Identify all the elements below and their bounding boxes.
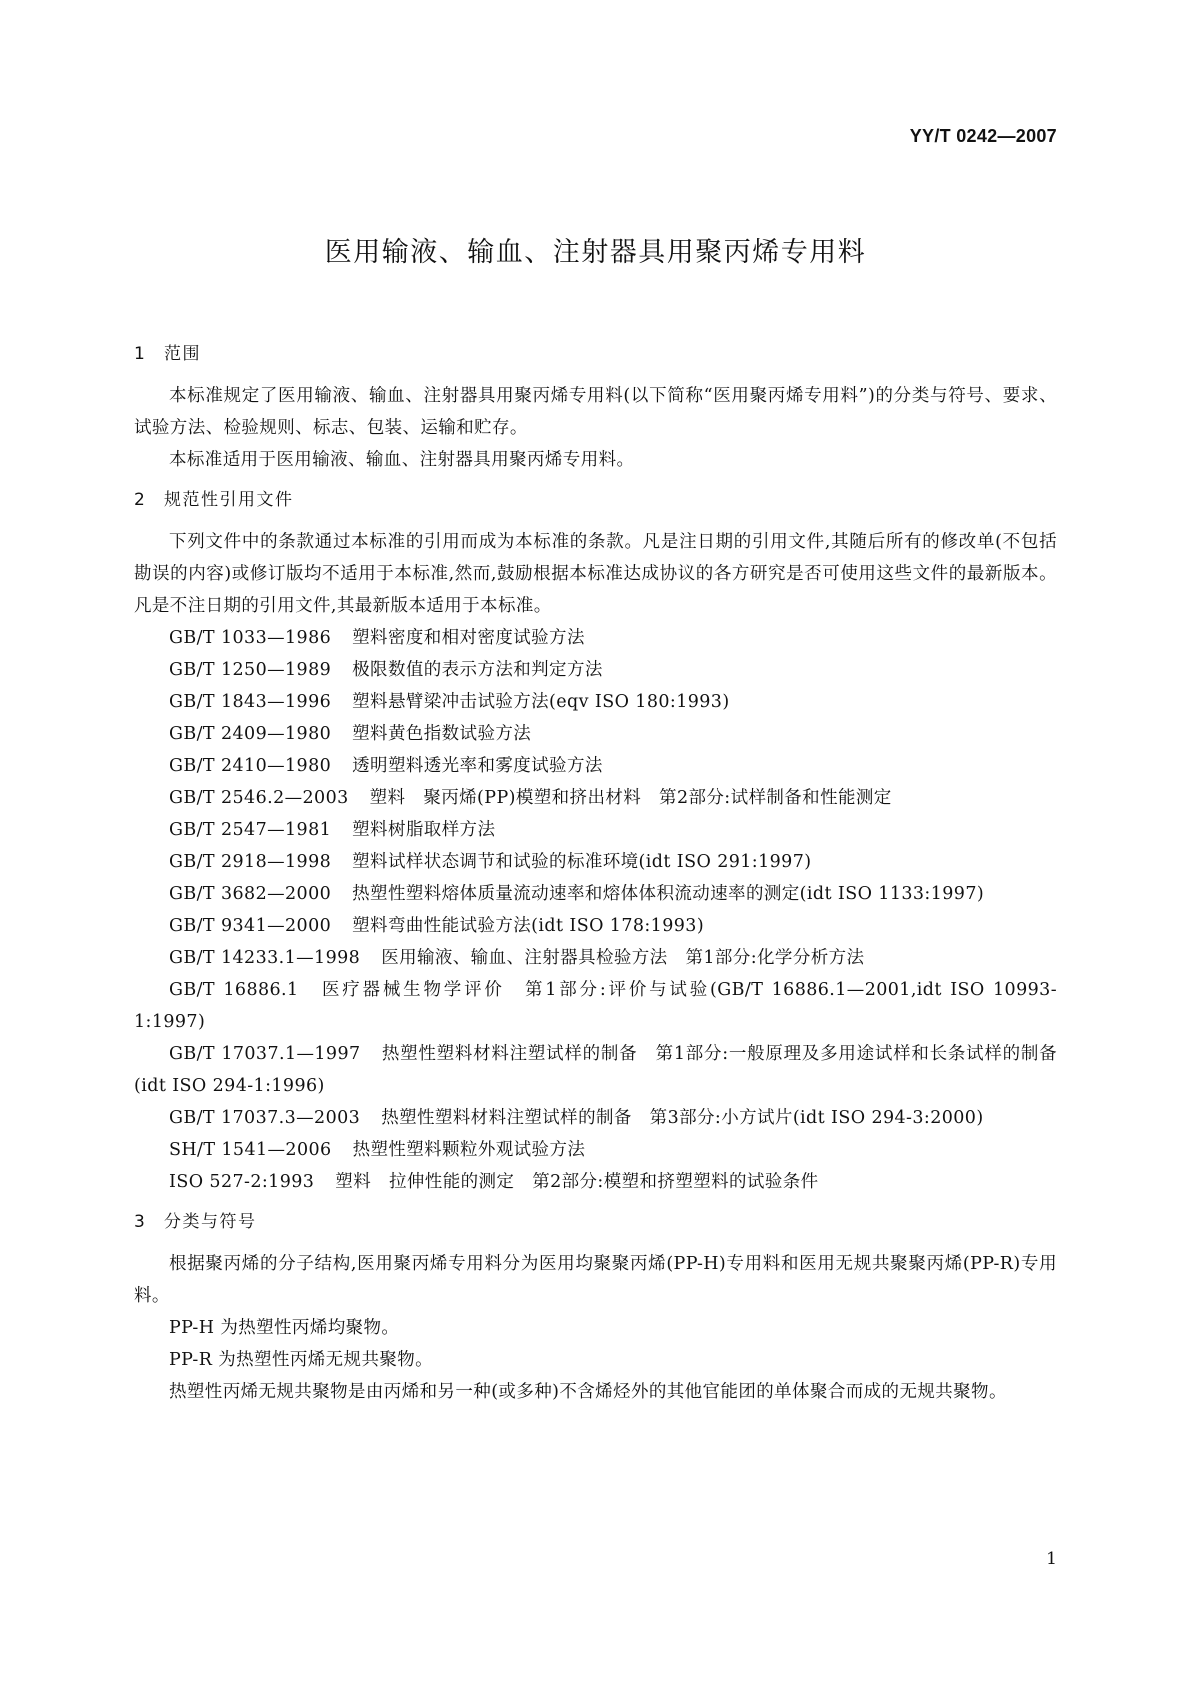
- reference-item: [134, 622, 1057, 654]
- reference-item: [134, 910, 1057, 942]
- reference-title: 医用输液、输血、注射器具检验方法 第1部分:化学分析方法: [381, 948, 865, 968]
- reference-code: GB/T 2410—1980: [169, 756, 332, 776]
- section-heading-scope: [134, 338, 1057, 370]
- reference-item: [134, 718, 1057, 750]
- reference-code: GB/T 14233.1—1998: [169, 948, 361, 968]
- reference-code: SH/T 1541—2006: [169, 1140, 332, 1160]
- reference-item: [134, 1038, 1057, 1102]
- reference-title: 热塑性塑料颗粒外观试验方法: [352, 1140, 586, 1160]
- reference-code: GB/T 17037.1—1997: [169, 1044, 361, 1064]
- reference-code: GB/T 2918—1998: [169, 852, 332, 872]
- scope-paragraph: 本标准适用于医用输液、输血、注射器具用聚丙烯专用料。: [169, 450, 635, 470]
- section-heading-normative-references: [134, 484, 1057, 516]
- classification-paragraph: PP-R 为热塑性丙烯无规共聚物。: [169, 1350, 434, 1370]
- reference-title: 热塑性塑料材料注塑试样的制备 第3部分:小方试片(idt ISO 294-3:2000): [381, 1108, 984, 1128]
- reference-title: 热塑性塑料熔体质量流动速率和熔体体积流动速率的测定(idt ISO 1133:1997): [352, 884, 985, 904]
- reference-code: GB/T 2546.2—2003: [169, 788, 349, 808]
- reference-code: GB/T 1843—1996: [169, 692, 332, 712]
- reference-title: 塑料悬臂梁冲击试验方法(eqv ISO 180:1993): [352, 692, 730, 712]
- reference-code: GB/T 1250—1989: [169, 660, 332, 680]
- document-body: [134, 338, 1057, 1408]
- reference-code: GB/T 2547—1981: [169, 820, 332, 840]
- reference-item: [134, 878, 1057, 910]
- reference-title: 极限数值的表示方法和判定方法: [352, 660, 603, 680]
- standard-number: YY/T 0242—2007: [909, 126, 1057, 146]
- section-title: 规范性引用文件: [164, 490, 294, 510]
- references-intro-paragraph: 下列文件中的条款通过本标准的引用而成为本标准的条款。凡是注日期的引用文件,其随后所有的修改单(不包括勘误的内容)或修订版均不适用于本标准,然而,鼓励根据本标准达成协议的各方研究是否可使用这些文件的最新版本。凡是不注日期的引用文件,其最新版本适用于本标准。: [134, 532, 1057, 616]
- section-title: 分类与符号: [164, 1212, 257, 1232]
- reference-title: 塑料黄色指数试验方法: [352, 724, 532, 744]
- section-title: 范围: [164, 344, 201, 364]
- reference-title: 塑料弯曲性能试验方法(idt ISO 178:1993): [352, 916, 705, 936]
- section-heading-classification: [134, 1206, 1057, 1238]
- reference-title: 医疗器械生物学评价 第1部分:评价与试验(GB/T 16886.1—2001,idt ISO 10993-1:1997): [134, 980, 1058, 1032]
- reference-item: [134, 686, 1057, 718]
- reference-item: [134, 974, 1057, 1038]
- classification-paragraph: 根据聚丙烯的分子结构,医用聚丙烯专用料分为医用均聚聚丙烯(PP-H)专用料和医用无规共聚聚丙烯(PP-R)专用料。: [134, 1254, 1057, 1306]
- reference-code: GB/T 2409—1980: [169, 724, 332, 744]
- reference-title: 塑料 拉伸性能的测定 第2部分:模塑和挤塑塑料的试验条件: [335, 1172, 819, 1192]
- reference-code: GB/T 1033—1986: [169, 628, 332, 648]
- reference-code: GB/T 9341—2000: [169, 916, 332, 936]
- reference-title: 热塑性塑料材料注塑试样的制备 第1部分:一般原理及多用途试样和长条试样的制备(idt ISO 294-1:1996): [134, 1044, 1057, 1096]
- reference-item: [134, 750, 1057, 782]
- reference-item: [134, 846, 1057, 878]
- reference-title: 塑料树脂取样方法: [352, 820, 496, 840]
- reference-item: [134, 782, 1057, 814]
- reference-title: 塑料试样状态调节和试验的标准环境(idt ISO 291:1997): [352, 852, 812, 872]
- classification-paragraph: PP-H 为热塑性丙烯均聚物。: [169, 1318, 400, 1338]
- section-number: 1: [134, 344, 147, 364]
- reference-item: [134, 814, 1057, 846]
- reference-item: [134, 1102, 1057, 1134]
- reference-title: 塑料密度和相对密度试验方法: [352, 628, 585, 648]
- document-title: 医用输液、输血、注射器具用聚丙烯专用料: [324, 237, 867, 268]
- section-number: 2: [134, 490, 147, 510]
- reference-title: 透明塑料透光率和雾度试验方法: [352, 756, 603, 776]
- reference-code: ISO 527-2:1993: [169, 1172, 315, 1192]
- reference-code: GB/T 16886.1: [169, 980, 299, 1000]
- reference-code: GB/T 3682—2000: [169, 884, 332, 904]
- classification-paragraph: 热塑性丙烯无规共聚物是由丙烯和另一种(或多种)不含烯烃外的其他官能团的单体聚合而成的无规共聚物。: [169, 1382, 1007, 1402]
- reference-item: [134, 942, 1057, 974]
- reference-item: [134, 1134, 1057, 1166]
- reference-list: [134, 622, 1057, 1198]
- reference-code: GB/T 17037.3—2003: [169, 1108, 361, 1128]
- reference-item: [134, 654, 1057, 686]
- scope-paragraph: 本标准规定了医用输液、输血、注射器具用聚丙烯专用料(以下简称“医用聚丙烯专用料”)的分类与符号、要求、试验方法、检验规则、标志、包装、运输和贮存。: [134, 386, 1057, 438]
- section-number: 3: [134, 1212, 147, 1232]
- reference-item: [134, 1166, 1057, 1198]
- page-number: 1: [1046, 1549, 1057, 1569]
- reference-title: 塑料 聚丙烯(PP)模塑和挤出材料 第2部分:试样制备和性能测定: [369, 788, 892, 808]
